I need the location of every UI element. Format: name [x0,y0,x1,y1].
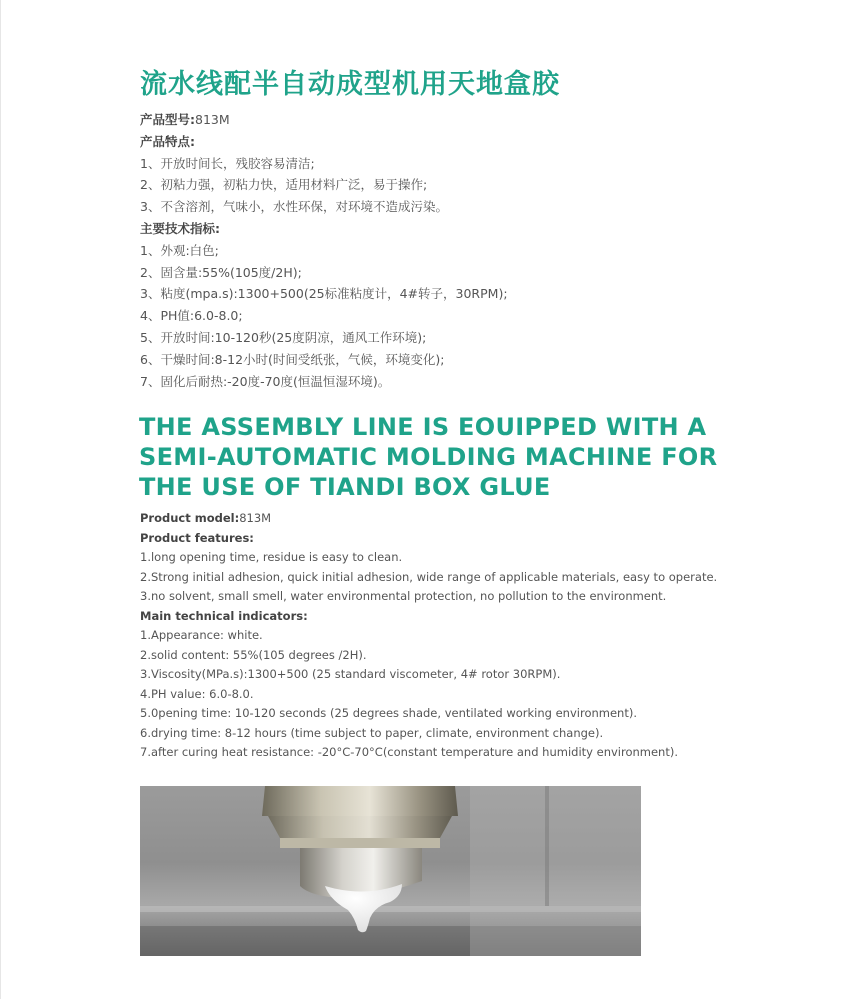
spec-item-cn: 4、PH值:6.0-8.0; [140,308,243,324]
model-label-en: Product model: [140,511,240,525]
spec-item-cn: 2、固含量:55%(105度/2H); [140,264,302,280]
model-value-cn: 813M [195,112,230,127]
model-value-en: 813M [239,511,272,525]
spec-item-cn: 3、粘度(mpa.s):1300+500(25标准粘度计，4#转子，30RPM); [140,286,508,302]
feature-item-cn: 1、开放时间长，残胶容易清洁; [140,155,315,171]
feature-item-en: 1.long opening time, residue is easy to clean. [140,550,403,564]
model-label-cn: 产品型号: [140,112,195,127]
model-line-en [140,509,717,529]
features-label-cn: 产品特点: [140,133,195,149]
spec-item-en: 6.drying time: 8-12 hours (time subject to paper, climate, environment change). [140,725,604,740]
glue-nozzle-illustration [140,786,641,956]
glue-nozzle-photo [140,786,641,956]
feature-item-en: 2.Strong initial adhesion, quick initial adhesion, wide range of applicable materials, easy to operate. [140,569,718,584]
feature-item-cn: 3、不含溶剂，气味小，水性环保，对环境不造成污染。 [140,199,448,215]
feature-item-en: 3.no solvent, small smell, water environmental protection, no pollution to the environment. [140,589,667,603]
specs-label-en: Main technical indicators: [140,608,308,623]
spec-item-en: 4.PH value: 6.0-8.0. [140,686,254,701]
spec-item-en: 5.0pening time: 10-120 seconds (25 degrees shade, ventilated working environment). [140,706,637,720]
page-edge-line [0,0,1,999]
spec-item-en: 7.after curing heat resistance: -20°C-70°C(constant temperature and humidity environment). [140,745,679,759]
specs-label-cn: 主要技术指标: [140,220,220,236]
page-title-en: THE ASSEMBLY LINE IS EOUIPPED WITH A SEMI-AUTOMATIC MOLDING MACHINE FOR THE USE OF TIANDI BOX GLUE [139,413,718,501]
page-title-cn: 流水线配半自动成型机用天地盒胶 [140,69,560,100]
spec-item-cn: 1、外观:白色; [140,242,219,258]
model-line-cn [140,109,508,131]
spec-item-cn: 5、开放时间:10-120秒(25度阴凉，通风工作环境); [140,329,427,345]
spec-item-en: 2.solid content: 55%(105 degrees /2H). [140,647,367,662]
features-label-en: Product features: [140,530,254,545]
spec-item-en: 3.Viscosity(MPa.s):1300+500 (25 standard viscometer, 4# rotor 30RPM). [140,667,561,681]
spec-block-cn [140,109,508,392]
spec-item-cn: 7、固化后耐热:-20度-70度(恒温恒湿环境)。 [140,373,391,389]
feature-item-cn: 2、初粘力强，初粘力快，适用材料广泛，易于操作; [140,177,428,193]
spec-block-en [140,509,717,763]
spec-item-en: 1.Appearance: white. [140,628,263,642]
spec-item-cn: 6、干燥时间:8-12小时(时间受纸张，气候，环境变化); [140,351,445,367]
